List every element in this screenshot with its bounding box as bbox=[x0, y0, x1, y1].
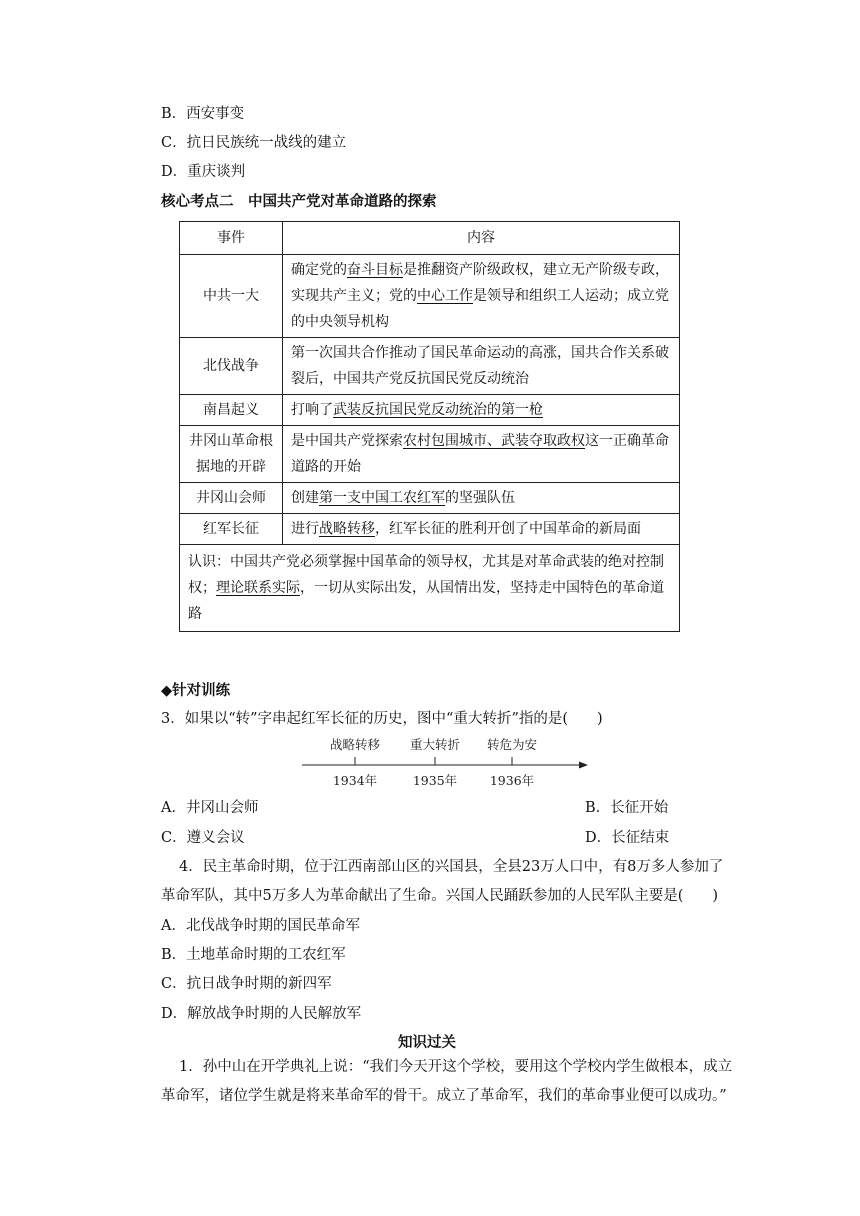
header-content: 内容 bbox=[283, 222, 680, 255]
training-title: ◆针对训练 bbox=[161, 683, 231, 699]
table-header-row bbox=[180, 222, 680, 255]
q3-option-a: A．井冈山会师 bbox=[161, 800, 259, 816]
table-row bbox=[180, 255, 680, 338]
event-cell: 北伐战争 bbox=[180, 338, 283, 395]
content-cell: 创建第一支中国工农红军的坚强队伍 bbox=[283, 483, 680, 514]
prev-option-c: C．抗日民族统一战线的建立 bbox=[161, 135, 347, 151]
q3-option-d: D．长征结束 bbox=[585, 830, 670, 846]
q4-option-d: D．解放战争时期的人民解放军 bbox=[161, 1006, 362, 1022]
table-note-row bbox=[180, 545, 680, 632]
event-cell: 井冈山会师 bbox=[180, 483, 283, 514]
prev-option-b: B．西安事变 bbox=[161, 106, 245, 122]
section-title: 核心考点二 中国共产党对革命道路的探索 bbox=[161, 194, 437, 210]
knowledge-title: 知识过关 bbox=[398, 1035, 456, 1051]
q4-option-c: C．抗日战争时期的新四军 bbox=[161, 976, 332, 992]
timeline-arrow-icon bbox=[579, 762, 588, 769]
table-row bbox=[180, 426, 680, 483]
event-cell: 南昌起义 bbox=[180, 395, 283, 426]
timeline-label: 转危为安 bbox=[486, 737, 538, 752]
k1-line1: 1．孙中山在开学典礼上说：“我们今天开这个学校，要用这个学校内学生做根本，成立 bbox=[179, 1059, 733, 1075]
event-cell: 红军长征 bbox=[180, 514, 283, 545]
header-event: 事件 bbox=[180, 222, 283, 255]
content-cell: 打响了武装反抗国民党反动统治的第一枪 bbox=[283, 395, 680, 426]
content-cell: 确定党的奋斗目标是推翻资产阶级政权，建立无产阶级专政，实现共产主义；党的中心工作是领导和组织工人运动；成立党的中央领导机构 bbox=[283, 255, 680, 338]
content-cell: 进行战略转移，红军长征的胜利开创了中国革命的新局面 bbox=[283, 514, 680, 545]
note-cell: 认识：中国共产党必须掌握中国革命的领导权，尤其是对革命武装的绝对控制权；理论联系实际，一切从实际出发，从国情出发，坚持走中国特色的革命道路 bbox=[180, 545, 680, 632]
timeline-year: 1934年 bbox=[332, 773, 378, 788]
q4-stem-line2: 革命军队，其中5万多人为革命献出了生命。兴国人民踊跃参加的人民军队主要是( ) bbox=[161, 888, 719, 904]
q3-stem: 3．如果以“转”字串起红军长征的历史，图中“重大转折”指的是( ) bbox=[161, 711, 603, 727]
table-row bbox=[180, 514, 680, 545]
timeline-year: 1935年 bbox=[412, 773, 458, 788]
prev-option-d: D．重庆谈判 bbox=[161, 164, 246, 180]
q4-option-b: B．土地革命时期的工农红军 bbox=[161, 947, 346, 963]
q3-option-c: C．遵义会议 bbox=[161, 830, 245, 846]
k1-line2: 革命军，诸位学生就是将来革命军的骨干。成立了革命军，我们的革命事业便可以成功。” bbox=[161, 1088, 727, 1104]
timeline-year: 1936年 bbox=[489, 773, 535, 788]
long-march-timeline bbox=[300, 737, 590, 793]
content-cell: 第一次国共合作推动了国民革命运动的高涨，国共合作关系破裂后，中国共产党反抗国民党反动统治 bbox=[283, 338, 680, 395]
knowledge-table bbox=[179, 221, 680, 632]
q3-option-b: B．长征开始 bbox=[585, 800, 669, 816]
table-row bbox=[180, 338, 680, 395]
event-cell: 井冈山革命根据地的开辟 bbox=[180, 426, 283, 483]
content-cell: 是中国共产党探索农村包围城市、武装夺取政权这一正确革命道路的开始 bbox=[283, 426, 680, 483]
timeline-label: 战略转移 bbox=[329, 737, 381, 752]
q4-option-a: A．北伐战争时期的国民革命军 bbox=[161, 918, 360, 934]
q4-stem-line1: 4．民主革命时期，位于江西南部山区的兴国县，全县23万人口中，有8万多人参加了 bbox=[179, 859, 724, 875]
table-row bbox=[180, 483, 680, 514]
timeline-label: 重大转折 bbox=[409, 737, 461, 752]
table-row bbox=[180, 395, 680, 426]
event-cell: 中共一大 bbox=[180, 255, 283, 338]
